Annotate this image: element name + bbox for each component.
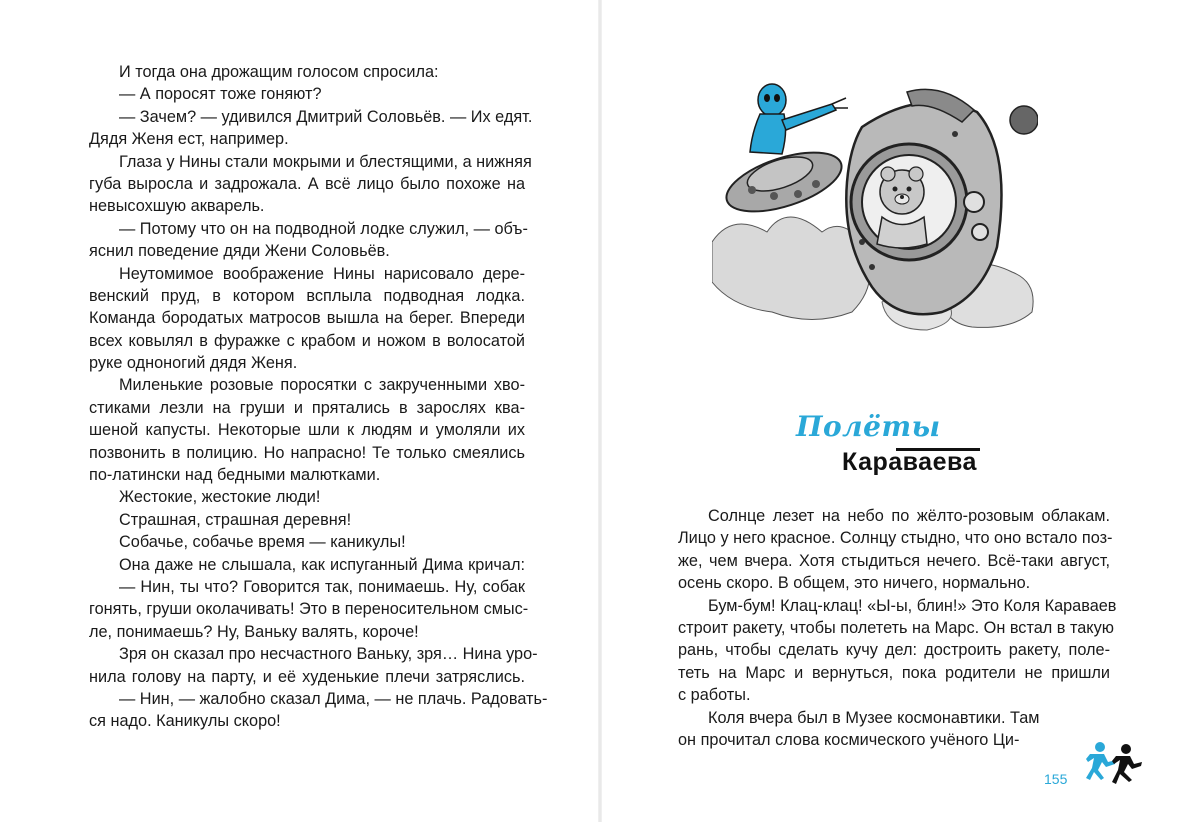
text-line: шеной капусты. Некоторые шли к людям и умоляли их — [89, 421, 525, 440]
text-line: позвонить в полицию. Но напрасно! Те только смеялись — [89, 443, 525, 462]
text-line: Жестокие, жестокие люди! — [119, 488, 321, 507]
text-line: Команда бородатых матросов вышла на берег. Впереди — [89, 309, 525, 328]
book-gutter — [598, 0, 602, 822]
text-line: теть на Марс и вернуться, пока родители не пришли — [678, 663, 1110, 682]
text-line: рань, чтобы сделать кучу дел: достроить ракету, поле- — [678, 641, 1110, 660]
chapter-title-script: Полёты — [796, 410, 941, 443]
text-line: — Потому что он на подводной лодке служил, — объ- — [119, 219, 528, 238]
text-line: ле, понимаешь? Ну, Ваньку валять, короче! — [89, 622, 419, 641]
text-line: осень скоро. В общем, это ничего, нормально. — [678, 574, 1031, 593]
text-line: Неутомимое воображение Нины нарисовало дере- — [119, 264, 525, 283]
text-line: гонять, груши околачивать! Это в переносительном смыс- — [89, 600, 529, 619]
text-line: с работы. — [678, 686, 751, 705]
text-line: венский пруд, в котором всплыла подводная лодка. — [89, 286, 525, 305]
text-line: — Нин, ты что? Говорится так, понимаешь. Ну, собак — [119, 577, 525, 596]
text-line: И тогда она дрожащим голосом спросила: — [119, 63, 439, 81]
text-line: по-латински над бедными малютками. — [89, 466, 381, 485]
text-line: — Нин, — жалобно сказал Дима, — не плачь. Радовать- — [119, 689, 548, 708]
text-line: губа выросла и задрожала. А всё лицо было похоже на — [89, 174, 525, 193]
text-line: Миленькие розовые поросятки с закрученными хво- — [119, 376, 525, 395]
text-line: строит ракету, чтобы полететь на Марс. Он встал в такую — [678, 618, 1114, 637]
left-page-text — [89, 61, 548, 733]
text-line: — А поросят тоже гоняют? — [119, 85, 322, 104]
text-line: руке одноногий дядя Женя. — [89, 354, 298, 373]
text-line: Зря он сказал про несчастного Ваньку, зря… Нина уро- — [119, 645, 538, 664]
text-line: Коля вчера был в Музее космонавтики. Там — [708, 708, 1040, 727]
right-page-text — [678, 505, 1117, 751]
text-line: — Зачем? — удивился Дмитрий Соловьёв. — Их едят. — [119, 107, 533, 126]
text-line: Она даже не слышала, как испуганный Дима кричал: — [119, 555, 525, 574]
text-line: всех ковылял в фуражке с крабом и ножом в волосатой — [89, 331, 525, 350]
text-line: нила голову на парту, и её худенькие плечи затряслись. — [89, 667, 525, 686]
text-line: же, чем вчера. Хотя стыдиться нечего. Всё-таки август, — [678, 551, 1110, 570]
text-line: яснил поведение дяди Жени Соловьёв. — [89, 242, 390, 261]
text-line: Лицо у него красное. Солнцу стыдно, что оно встало поз- — [678, 529, 1113, 548]
page-number: 155 — [1044, 771, 1068, 787]
chapter-title-bold: Караваева — [842, 448, 977, 476]
text-line: Глаза у Нины стали мокрыми и блестящими, а нижняя — [119, 152, 532, 171]
text-line: невысохшую акварель. — [89, 197, 265, 216]
rocket-astronaut-illustration — [712, 82, 1038, 332]
text-line: Собачье, собачье время — каникулы! — [119, 533, 406, 552]
text-line: стиками лезли на груши и прятались в зарослях ква- — [89, 398, 525, 417]
chapter-title — [796, 410, 996, 480]
text-line: он прочитал слова космического учёного Ци- — [678, 730, 1020, 749]
text-line: Страшная, страшная деревня! — [119, 510, 352, 529]
running-figures-icon — [1082, 740, 1144, 788]
text-line: ся надо. Каникулы скоро! — [89, 712, 281, 731]
text-line: Солнце лезет на небо по жёлто-розовым облакам. — [708, 507, 1110, 525]
text-line: Дядя Женя ест, например. — [89, 130, 289, 149]
text-line: Бум-бум! Клац-клац! «Ы-ы, блин!» Это Коля Караваев — [708, 596, 1117, 615]
